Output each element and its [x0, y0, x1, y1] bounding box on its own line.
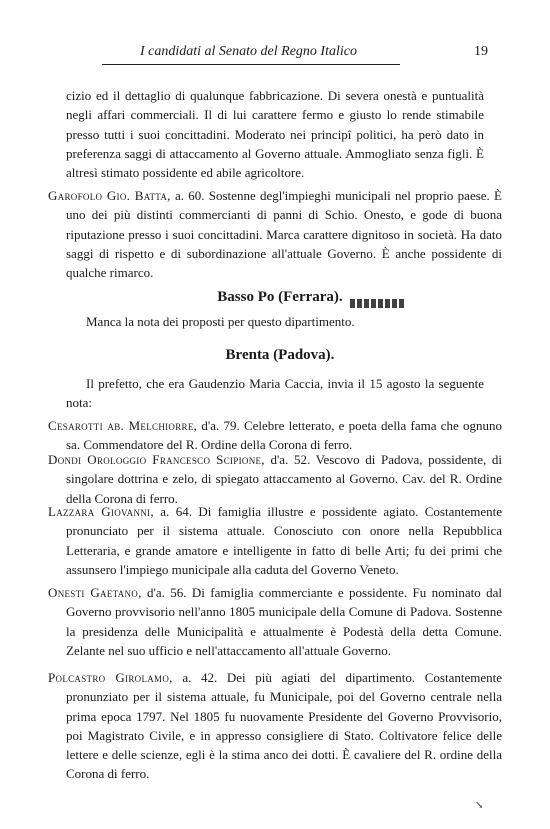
candidate-name: Onesti Gaetano,	[48, 585, 142, 600]
intro-text: Il prefetto, che era Gaudenzio Maria Caccia, invia il 15 agosto la seguente nota:	[66, 376, 484, 411]
candidate-name: Lazzara Giovanni,	[48, 504, 154, 519]
section-heading: Brenta (Padova).	[225, 347, 335, 363]
candidate-entry	[48, 583, 502, 660]
candidate-name: Polcastro Girolamo,	[48, 670, 173, 685]
candidate-entry	[48, 450, 502, 508]
candidate-text: a. 42. Dei più agiati del dipartimento. Costantemente pronunziato per il sistema attuale, fu Municipale, poi del Governo centrale nella prima epoca 1797. Nel 1805 fu nuovamente Presidente del Governo Provvisorio, poi Magistrato Civile, e in appresso consigliere di Stato. Coltivatore felice delle lettere e delle scienze, egli è la stima anco dei dotti. È cavaliere del R. ordine della Corona di ferro.	[66, 670, 502, 782]
corner-mark: ↘	[475, 800, 484, 811]
intro-paragraph	[66, 374, 484, 413]
running-title: I candidati al Senato del Regno Italico	[140, 44, 357, 59]
candidate-entry	[48, 416, 502, 455]
page-number: 19	[474, 44, 488, 59]
candidate-name: Cesarotti ab. Melchiorre,	[48, 418, 198, 433]
ink-stamp	[350, 299, 406, 308]
candidate-name: Dondi Orologgio Francesco Scipione,	[48, 452, 265, 467]
candidate-entry	[48, 502, 502, 579]
candidate-text: a. 64. Di famiglia illustre e possidente agiato. Costantemente pronunciato per il sistema attuale. Conosciuto con onore nella Repubblica Letteraria, e grande amatore e intelligente in fatto di belle Arti; fu dei primi che assunsero l'impiego municipale alla caduta del Governo Veneto.	[66, 504, 502, 577]
candidate-name: Garofolo Gio. Batta,	[48, 188, 171, 203]
continued-paragraph	[66, 86, 484, 182]
candidate-entry	[48, 186, 502, 282]
paragraph-text: cizio ed il dettaglio di qualunque fabbricazione. Di severa onestà e puntualità negli affari commerciali. Il di lui carattere fermo e giusto lo rende stimabile presso tutti i suoi concittadini. Moderato nei principî politici, ha però dato in preferenza saggi di attaccamento al Governo attuale. Ammogliato senza figli. È altresì stimato possidente ed abile agricoltore.	[66, 88, 484, 181]
candidate-text: d'a. 79. Celebre letterato, e poeta della fama che ognuno sa. Commendatore del R. Ordine della Corona di ferro.	[66, 418, 503, 453]
candidate-entry	[48, 668, 502, 784]
candidate-text: d'a. 52. Vescovo di Padova, possidente, di singolare dottrina e zelo, di spiegato attaccamento al Governo. Cav. del R. Ordine della Corona di ferro.	[66, 452, 502, 506]
candidate-text: d'a. 56. Di famiglia commerciante e possidente. Fu nominato dal Governo provvisorio nell'anno 1805 municipale della Comune di Padova. Sostenne la presidenza delle Municipalità e attualmente è Podestà della detta Comune. Zelante nel suo ufficio e nell'attaccamento all'attuale Governo.	[66, 585, 502, 658]
candidate-text: a. 60. Sostenne degl'impieghi municipali nel proprio paese. È uno dei più distinti commercianti di panni di Schio. Onesto, e gode di buona riputazione presso i suoi concittadini. Marca carattere dignitoso in società. Ha dato saggi di rispetto e di subordinazione all'attuale Governo. È anche possidente di qualche rimarco.	[66, 188, 502, 281]
section-heading: Basso Po (Ferrara).	[217, 289, 343, 305]
page-header	[118, 44, 488, 64]
header-rule	[102, 64, 400, 65]
section-note: Manca la nota dei proposti per questo dipartimento.	[86, 314, 355, 329]
